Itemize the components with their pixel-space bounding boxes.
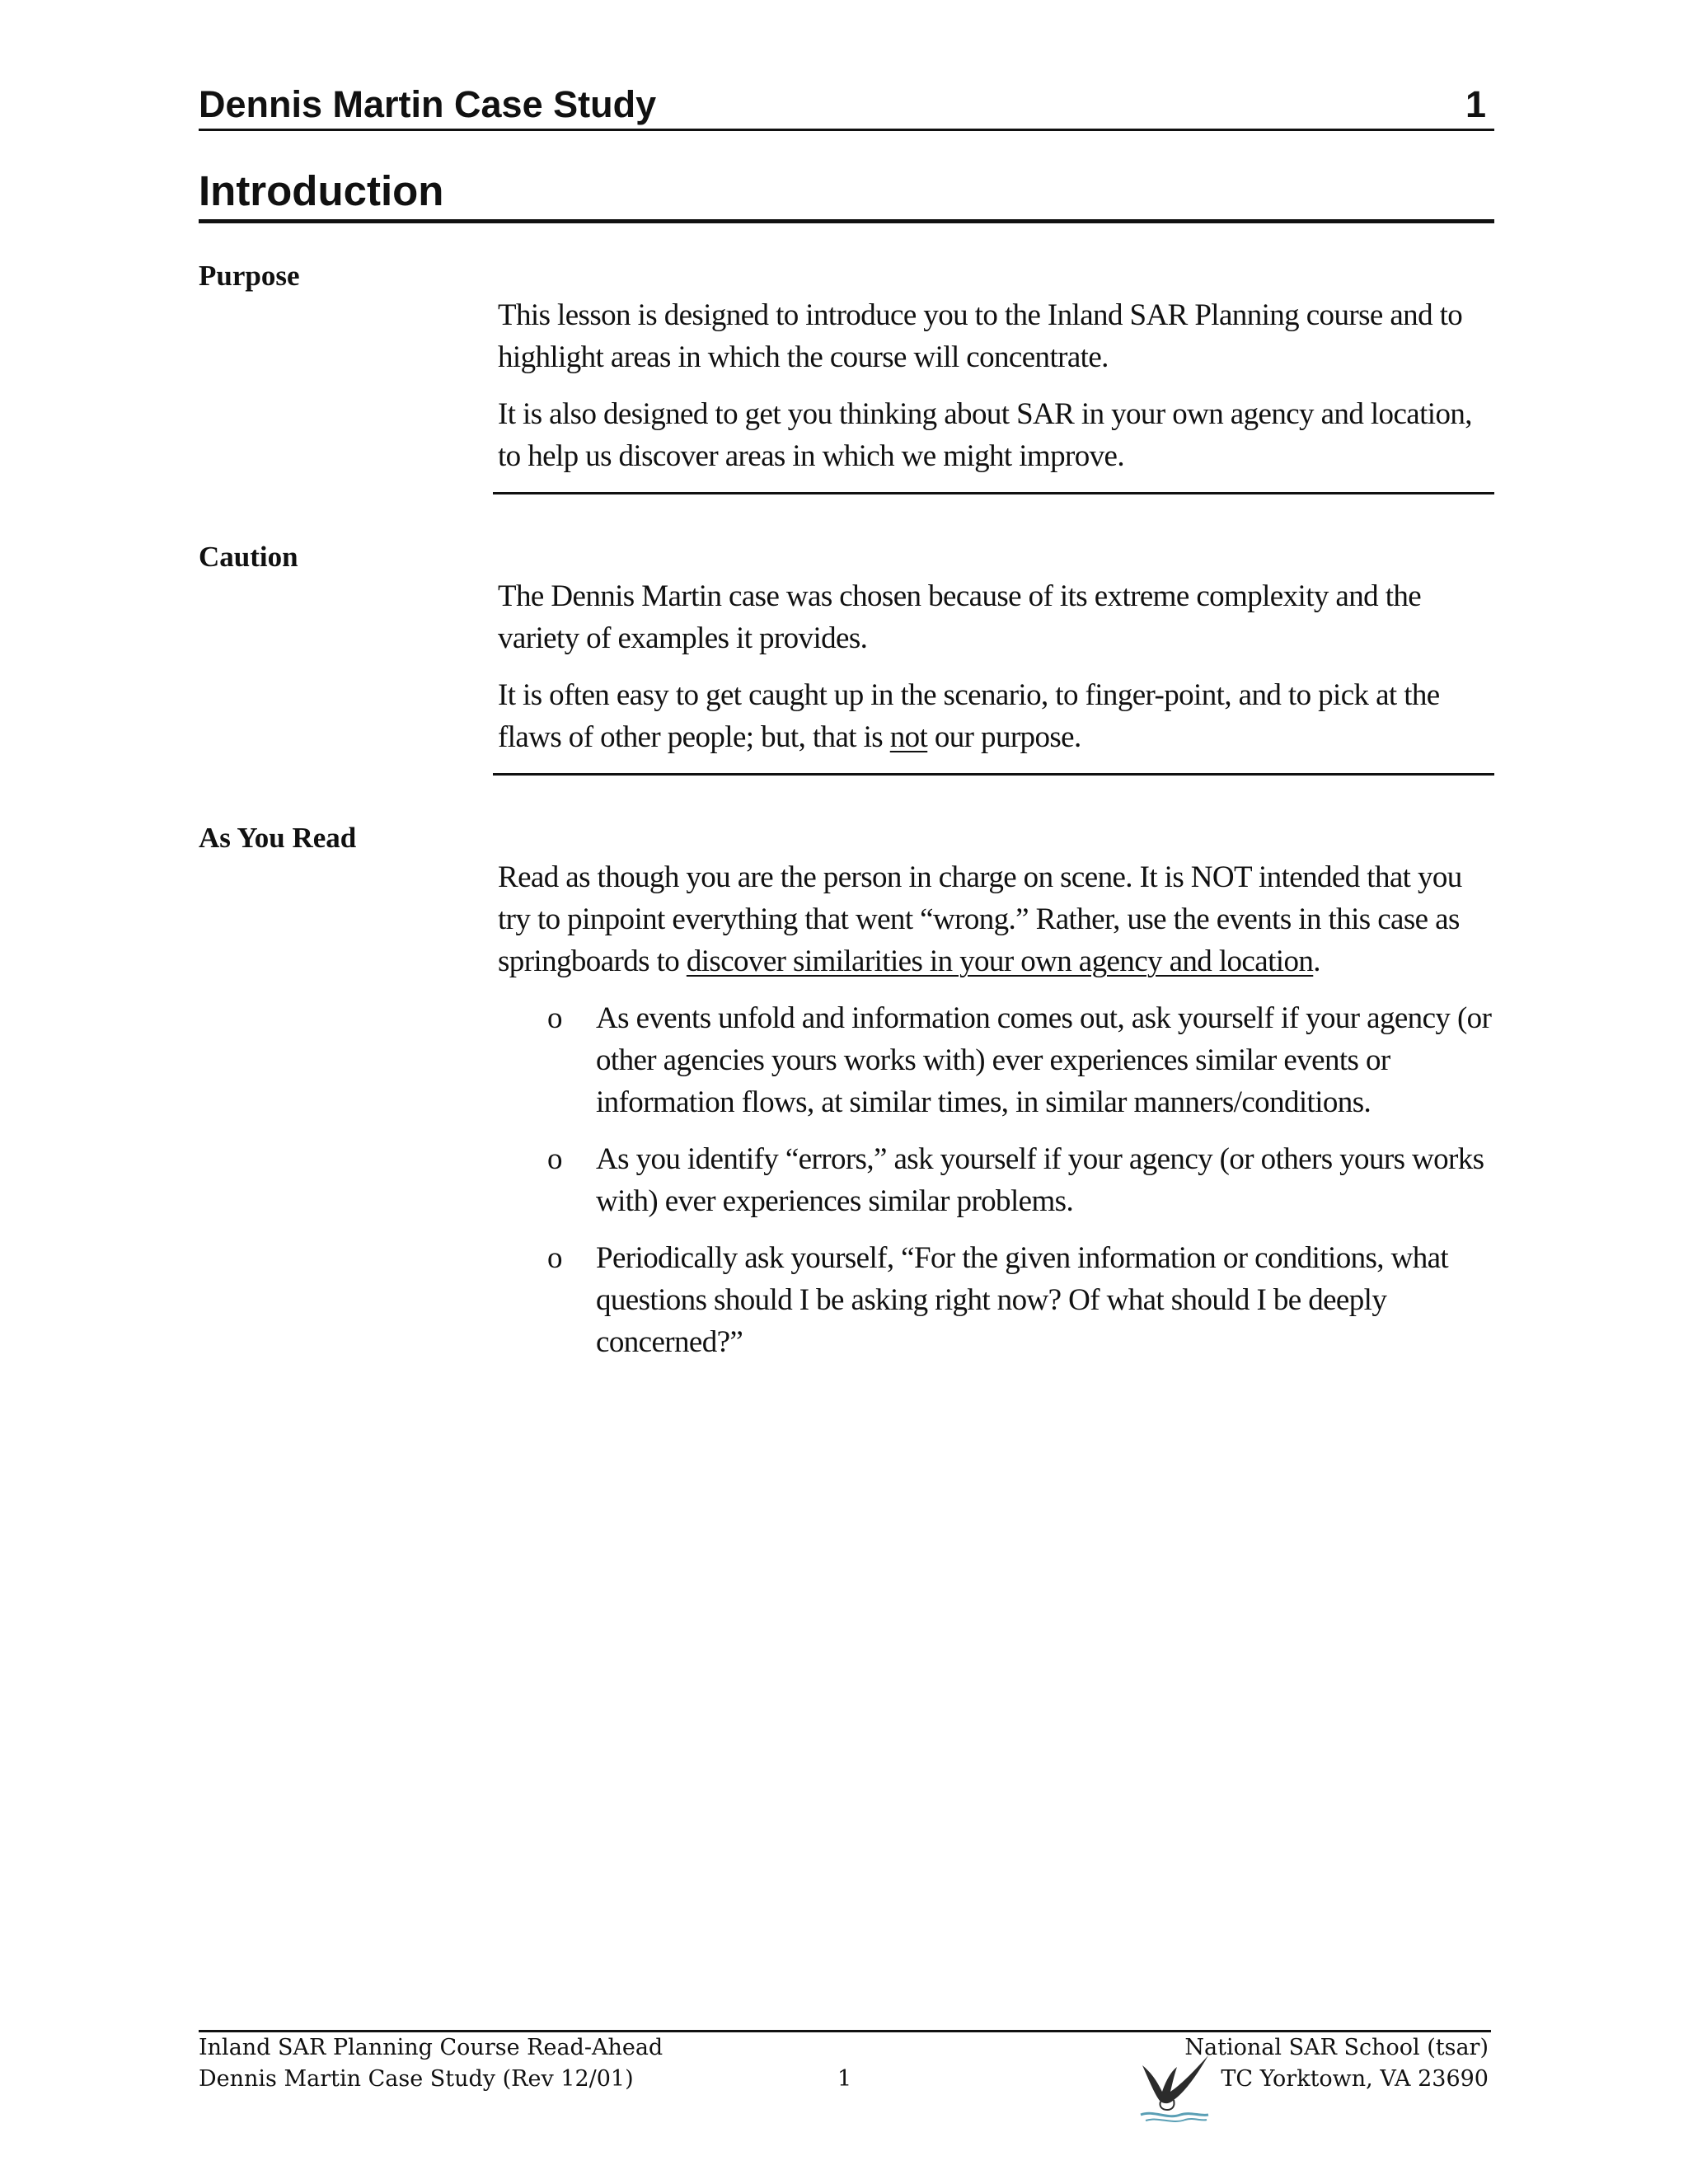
bullet-marker: o [547, 1001, 562, 1035]
as-you-read-emphasis: discover similarities in your own agency and location [686, 944, 1314, 978]
caution-emphasis-not: not [889, 720, 928, 754]
footer-course-name: Inland SAR Planning Course Read-Ahead [199, 2035, 663, 2060]
as-you-read-section [493, 856, 1494, 1378]
bullet-marker: o [547, 1241, 562, 1275]
bullet-text: As events unfold and information comes out, ask yourself if your agency (or other agencies yours works with) ever experiences similar events or information flows, at similar times, in similar manners/conditions. [596, 1001, 1492, 1119]
caution-heading: Caution [199, 541, 298, 573]
as-you-read-paragraph [493, 856, 1494, 982]
caution-paragraph-2 [493, 674, 1494, 758]
bullet-text: As you identify “errors,” ask yourself if your agency (or others yours works with) ever experiences similar problems. [596, 1142, 1484, 1218]
as-you-read-text-end: . [1313, 944, 1320, 978]
chapter-title: Introduction [199, 166, 1494, 223]
footer-page-number: 1 [837, 2066, 852, 2092]
bullet-marker: o [547, 1142, 562, 1176]
as-you-read-heading: As You Read [199, 822, 357, 854]
list-item [493, 997, 1494, 1123]
caution-text-start: It is often easy to get caught up in the scenario, to finger-point, and to pick at the flaws of other people; but, that is [498, 678, 1440, 754]
seagull-logo-icon [1137, 2049, 1212, 2125]
footer-document-revision: Dennis Martin Case Study (Rev 12/01) [199, 2066, 634, 2092]
footer-address: TC Yorktown, VA 23690 [1221, 2066, 1489, 2092]
caution-paragraph-1: The Dennis Martin case was chosen because of its extreme complexity and the variety of examples it provides. [498, 579, 1422, 655]
purpose-paragraph-2: It is also designed to get you thinking about SAR in your own agency and location, to help us discover areas in which we might improve. [498, 397, 1472, 473]
as-you-read-text-start: Read as though you are the person in charge on scene. It is NOT intended that you try to pinpoint everything that went “wrong.” Rather, use the events in this case as springboards to [498, 860, 1462, 978]
purpose-paragraph-1: This lesson is designed to introduce you to the Inland SAR Planning course and to highlight areas in which the course will concentrate. [498, 298, 1463, 374]
footer-right [1184, 2032, 1489, 2095]
bullet-text: Periodically ask yourself, “For the given information or conditions, what questions should I be asking right now? Of what should I be deeply concerned?” [596, 1241, 1449, 1359]
caution-text-end: our purpose. [927, 720, 1081, 754]
list-item [493, 1138, 1494, 1222]
footer-left [199, 2032, 663, 2095]
footer-school-name: National SAR School (tsar) [1184, 2035, 1489, 2060]
document-title: Dennis Martin Case Study [199, 83, 657, 125]
reading-tips-list [493, 997, 1494, 1363]
purpose-section [493, 294, 1494, 494]
caution-section [493, 575, 1494, 776]
list-item [493, 1237, 1494, 1363]
purpose-heading: Purpose [199, 260, 300, 292]
header-page-number: 1 [1465, 83, 1486, 125]
running-header [199, 81, 1494, 131]
